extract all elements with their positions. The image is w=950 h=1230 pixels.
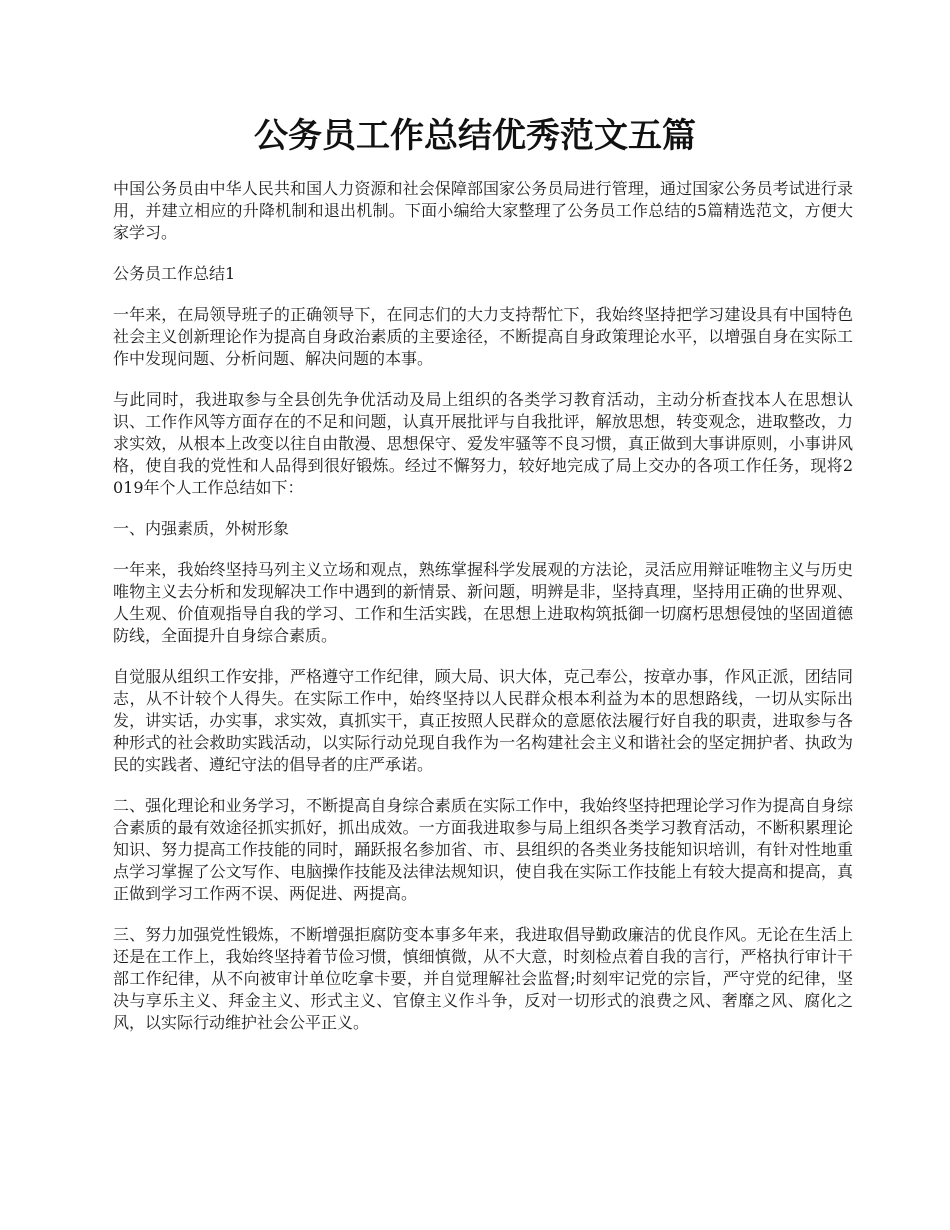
page-title: 公务员工作总结优秀范文五篇 <box>254 116 696 156</box>
body-paragraph: 三、努力加强党性锻炼，不断增强拒腐防变本事多年来，我进取倡导勤政廉洁的优良作风。无论在生活上还是在工作上，我始终坚持着节俭习惯，慎细慎微，从不大意，时刻检点着自我的言行，严格执行审计干部工作纪律，从不向被审计单位吃拿卡要，并自觉理解社会监督;时刻牢记党的宗旨，严守党的纪律，坚决与享乐主义、拜金主义、形式主义、官僚主义作斗争，反对一切形式的浪费之风、奢靡之风、腐化之风，以实际行动维护社会公平正义。 <box>113 925 853 1032</box>
body-paragraph: 二、强化理论和业务学习，不断提高自身综合素质在实际工作中，我始终坚持把理论学习作为提高自身综合素质的最有效途径抓实抓好，抓出成效。一方面我进取参与局上组织各类学习教育活动，不断积累理论知识、努力提高工作技能的同时，踊跃报名参加省、市、县组织的各类业务技能知识培训，有针对性地重点学习掌握了公文写作、电脑操作技能及法律法规知识，使自我在实际工作技能上有较大提高和提高，真正做到学习工作两不误、两促进、两提高。 <box>113 796 853 903</box>
body-paragraph: 与此同时，我进取参与全县创先争优活动及局上组织的各类学习教育活动，主动分析查找本人在思想认识、工作作风等方面存在的不足和问题，认真开展批评与自我批评，解放思想，转变观念，进取整改，力求实效，从根本上改变以往自由散漫、思想保守、爱发牢骚等不良习惯，真正做到大事讲原则，小事讲风格，使自我的党性和人品得到很好锻炼。经过不懈努力，较好地完成了局上交办的各项工作任务，现将2019年个人工作总结如下： <box>113 390 853 497</box>
body-paragraph: 一年来，在局领导班子的正确领导下，在同志们的大力支持帮忙下，我始终坚持把学习建设具有中国特色社会主义创新理论作为提高自身政治素质的主要途径，不断提高自身政策理论水平，以增强自身在实际工作中发现问题、分析问题、解决问题的本事。 <box>113 305 853 368</box>
document-body <box>113 178 853 1053</box>
section-heading-summary-1: 公务员工作总结1 <box>113 264 236 283</box>
intro-paragraph: 中国公务员由中华人民共和国人力资源和社会保障部国家公务员局进行管理，通过国家公务员考试进行录用，并建立相应的升降机制和退出机制。下面小编给大家整理了公务员工作总结的5篇精选范文，方便大家学习。 <box>113 179 853 242</box>
body-paragraph: 一年来，我始终坚持马列主义立场和观点，熟练掌握科学发展观的方法论，灵活应用辩证唯物主义与历史唯物主义去分析和发现解决工作中遇到的新情景、新问题，明辨是非，坚持真理，坚持用正确的世界观、人生观、价值观指导自我的学习、工作和生活实践，在思想上进取构筑抵御一切腐朽思想侵蚀的坚固道德防线，全面提升自身综合素质。 <box>113 560 853 645</box>
section-heading-1: 一、内强素质，外树形象 <box>113 519 290 538</box>
body-paragraph: 自觉服从组织工作安排，严格遵守工作纪律，顾大局、识大体，克己奉公，按章办事，作风正派，团结同志，从不计较个人得失。在实际工作中，始终坚持以人民群众根本利益为本的思想路线，一切从实际出发，讲实话，办实事，求实效，真抓实干，真正按照人民群众的意愿依法履行好自我的职责，进取参与各种形式的社会救助实践活动，以实际行动兑现自我作为一名构建社会主义和谐社会的坚定拥护者、执政为民的实践者、遵纪守法的倡导者的庄严承诺。 <box>113 667 853 774</box>
